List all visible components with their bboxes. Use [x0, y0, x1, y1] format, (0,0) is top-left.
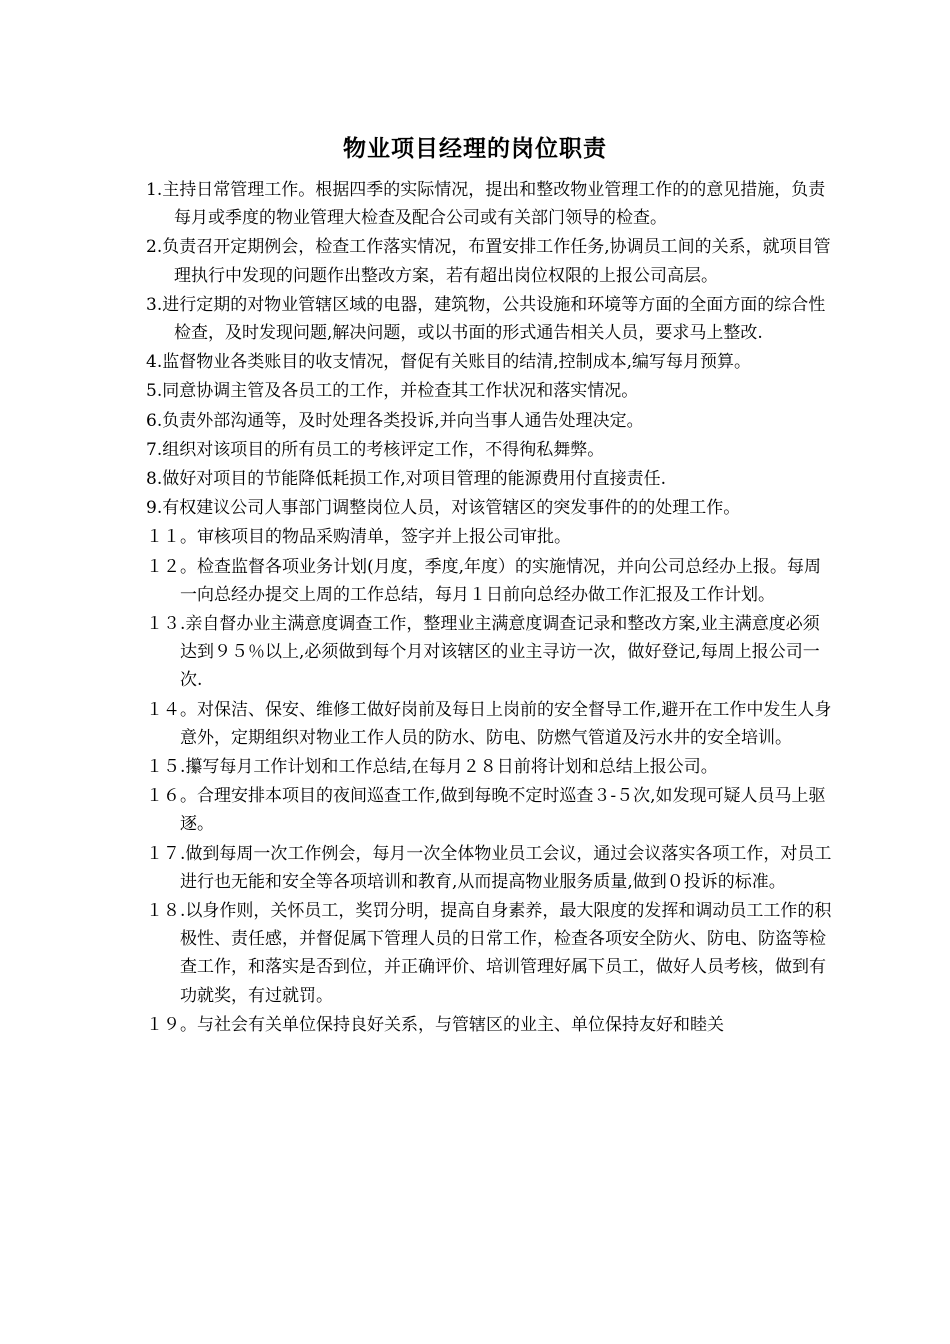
page-title: 物业项目经理的岗位职责 [343, 136, 607, 162]
item-text: 同意协调主管及各员工的工作，并检查其工作状况和落实情况。 [162, 381, 639, 402]
list-item [146, 233, 836, 289]
list-item [146, 176, 836, 232]
list-item [146, 377, 836, 405]
item-number: １６。 [146, 786, 197, 807]
list-item [146, 696, 836, 752]
item-text: 以身作则，关怀员工，奖罚分明，提高自身素养，最大限度的发挥和调动员工工作的积极性、责任感，并督促属下管理人员的日常工作，检查各项安全防火、防电、防盗等检查工作，和落实是否到位，并正确评价、培训管理好属下员工，做好人员考核，做到有功就奖，有过就罚。 [180, 901, 832, 1006]
list-item [146, 494, 836, 522]
item-number: １２。 [146, 556, 197, 577]
item-text: 亲自督办业主满意度调查工作，整理业主满意度调查记录和整改方案,业主满意度必须达到９５％以上,必须做到每个月对该辖区的业主寻访一次，做好登记,每周上报公司一次. [180, 614, 820, 691]
item-number: 4. [146, 352, 163, 373]
list-item [146, 897, 836, 1010]
list-item [146, 465, 836, 493]
list-item [146, 553, 836, 609]
item-number: １１。 [146, 527, 197, 548]
item-text: 进行定期的对物业管辖区域的电器，建筑物，公共设施和环境等方面的全面方面的综合性检查，及时发现问题,解决问题，或以书面的形式通告相关人员，要求马上整改. [162, 294, 826, 344]
list-item [146, 1011, 836, 1039]
item-text: 负责召开定期例会，检查工作落实情况，布置安排工作任务,协调员工间的关系，就项目管理执行中发现的问题作出整改方案，若有超出岗位权限的上报公司高层。 [162, 237, 831, 286]
list-item [146, 753, 836, 781]
item-text: 有权建议公司人事部门调整岗位人员，对该管辖区的突发事件的的处理工作。 [162, 498, 741, 519]
item-number: 7. [146, 439, 163, 460]
item-number: 9. [146, 498, 163, 519]
item-number: １４。 [146, 699, 197, 720]
list-item [146, 782, 836, 838]
item-text: 审核项目的物品采购清单，签字并上报公司审批。 [197, 527, 571, 548]
item-text: 负责外部沟通等，及时处理各类投诉,并向当事人通告处理决定。 [162, 410, 644, 431]
item-number: １７. [146, 843, 186, 864]
item-text: 对保洁、保安、维修工做好岗前及每日上岗前的安全督导工作,避开在工作中发生人身意外，定期组织对物业工作人员的防水、防电、防燃气管道及污水井的安全培训。 [180, 699, 832, 748]
item-text: 合理安排本项目的夜间巡查工作,做到每晚不定时巡查３-５次,如发现可疑人员马上驱逐。 [180, 786, 826, 835]
item-text: 攥写每月工作计划和工作总结,在每月２８日前将计划和总结上报公司。 [185, 757, 718, 778]
item-text: 监督物业各类账目的收支情况，督促有关账目的结清,控制成本,编写每月预算。 [162, 352, 752, 373]
list-item [146, 348, 836, 376]
list-item [146, 523, 836, 551]
item-number: 1. [146, 180, 163, 200]
list-item [146, 436, 836, 464]
item-number: １９。 [146, 1014, 197, 1035]
item-number: 2. [146, 237, 163, 258]
list-item [146, 610, 836, 695]
item-number: 5. [146, 381, 163, 402]
item-number: 6. [146, 410, 163, 431]
item-number: １８. [146, 901, 186, 922]
item-number: 3. [146, 294, 163, 315]
list-item [146, 840, 836, 896]
duty-list [146, 176, 836, 1040]
item-number: １３. [146, 614, 186, 635]
list-item [146, 407, 836, 435]
item-text: 组织对该项目的所有员工的考核评定工作，不得徇私舞弊。 [162, 439, 605, 460]
list-item [146, 291, 836, 347]
item-number: 8. [146, 469, 163, 490]
item-number: １５. [146, 757, 186, 778]
item-text: 主持日常管理工作。根据四季的实际情况，提出和整改物业管理工作的的意见措施，负责每月或季度的物业管理大检查及配合公司或有关部门领导的检查。 [162, 180, 826, 229]
item-text: 做到每周一次工作例会，每月一次全体物业员工会议，通过会议落实各项工作，对员工进行也无能和安全等各项培训和教育,从而提高物业服务质量,做到０投诉的标准。 [180, 843, 832, 892]
item-text: 检查监督各项业务计划(月度，季度,年度）的实施情况，并向公司总经办上报。每周一向总经办提交上周的工作总结，每月１日前向总经办做工作汇报及工作计划。 [180, 556, 822, 605]
item-text: 与社会有关单位保持良好关系，与管辖区的业主、单位保持友好和睦关 [197, 1014, 724, 1035]
item-text: 做好对项目的节能降低耗损工作,对项目管理的能源费用付直接责任. [162, 469, 667, 490]
